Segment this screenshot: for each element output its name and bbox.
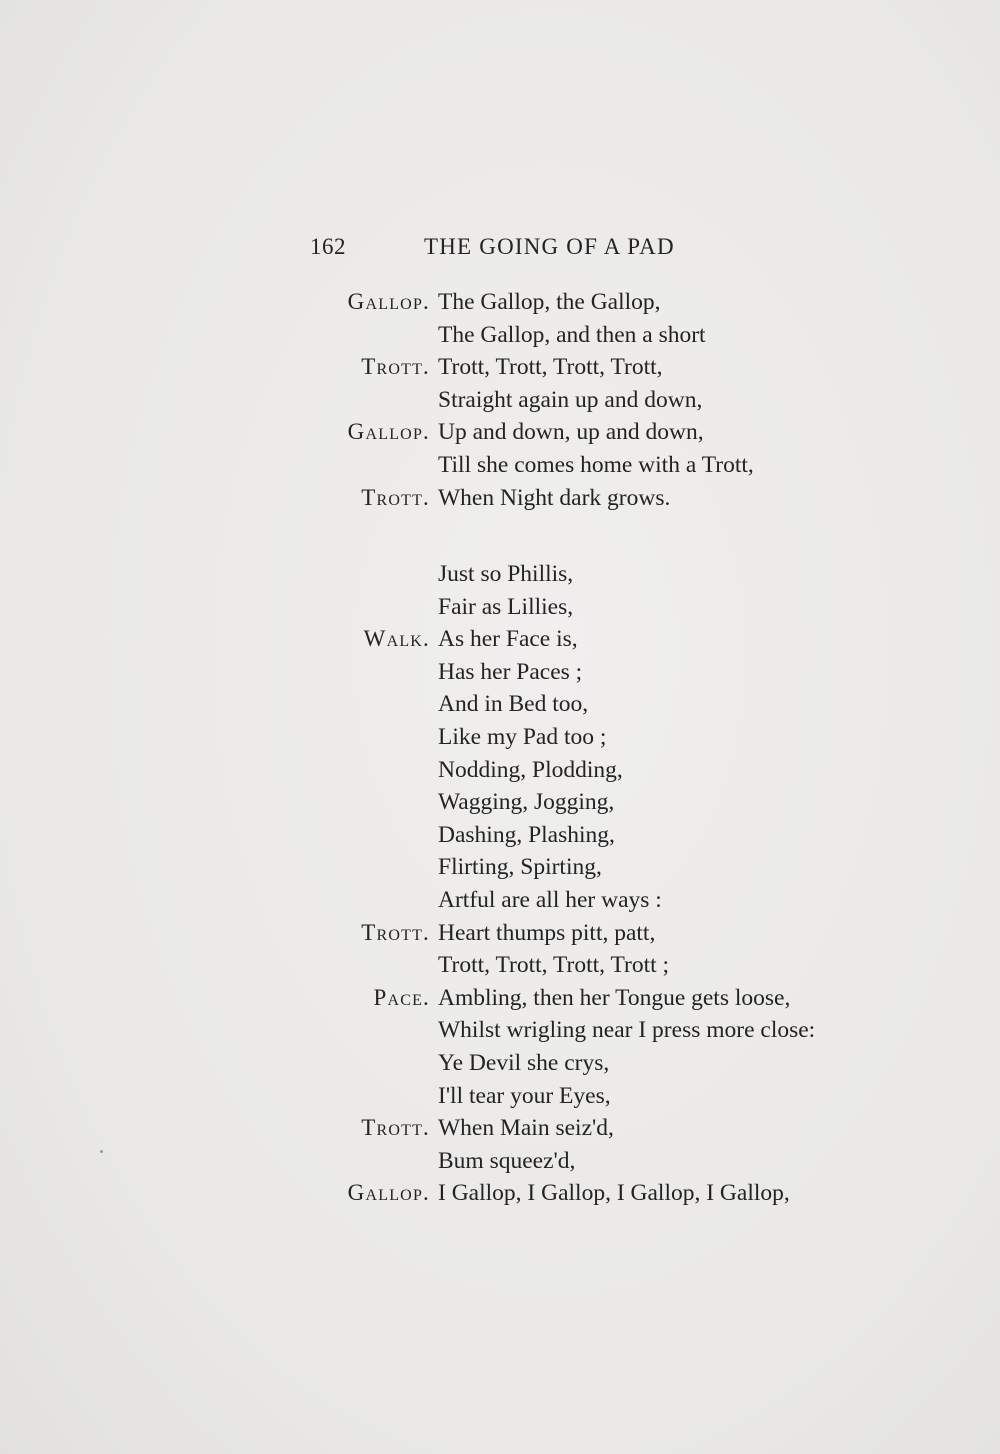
verse-line — [300, 786, 860, 819]
verse-text: Bum squeez'd, — [438, 1147, 576, 1174]
verse-text: Wagging, Jogging, — [438, 789, 615, 816]
verse-line — [300, 384, 860, 417]
verse-text: Trott, Trott, Trott, Trott, — [438, 354, 663, 381]
speaker-label: Trott. — [361, 1115, 430, 1141]
verse-line — [300, 982, 860, 1015]
verse-text: The Gallop, and then a short — [438, 321, 706, 348]
verse-text: Ye Devil she crys, — [438, 1049, 610, 1076]
verse-text: Flirting, Spirting, — [438, 854, 602, 881]
verse-line — [300, 949, 860, 982]
speaker-label: Trott. — [361, 484, 430, 510]
verse-line — [300, 1145, 860, 1178]
verse-text: Fair as Lillies, — [438, 593, 574, 620]
speaker-label: Gallop. — [347, 419, 430, 445]
verse-text: I Gallop, I Gallop, I Gallop, I Gallop, — [438, 1180, 790, 1207]
verse-text: Till she comes home with a Trott, — [438, 451, 754, 478]
verse-line — [300, 656, 860, 689]
speaker-label: Gallop. — [347, 289, 430, 314]
verse-line — [300, 688, 860, 721]
verse-text: When Night dark grows. — [438, 484, 671, 511]
verse-text: Straight again up and down, — [438, 386, 703, 413]
verse-text: Just so Phillis, — [438, 561, 574, 587]
verse-text: Nodding, Plodding, — [438, 756, 623, 783]
verse-text: The Gallop, the Gallop, — [438, 289, 661, 315]
verse-text: Ambling, then her Tongue gets loose, — [438, 984, 791, 1011]
verse-line — [300, 558, 860, 591]
stanza-2 — [300, 558, 860, 1210]
verse-text: Has her Paces ; — [438, 658, 583, 685]
verse-line — [300, 1080, 860, 1113]
verse-line — [300, 286, 860, 319]
verse-text: As her Face is, — [438, 626, 578, 653]
verse-line — [300, 482, 860, 515]
speaker-label: Pace. — [373, 984, 430, 1010]
verse-line — [300, 1014, 860, 1047]
stanza-1 — [300, 286, 860, 514]
verse-line — [300, 884, 860, 917]
verse-text: Trott, Trott, Trott, Trott ; — [438, 952, 670, 979]
verse-line — [300, 319, 860, 352]
verse-line — [300, 851, 860, 884]
verse-line — [300, 917, 860, 950]
verse-line — [300, 721, 860, 754]
verse-line — [300, 754, 860, 787]
verse-line — [300, 416, 860, 449]
verse-text: Artful are all her ways : — [438, 886, 662, 913]
verse-line — [300, 1112, 860, 1145]
page-title: THE GOING OF A PAD — [424, 234, 675, 259]
speaker-label: Gallop. — [347, 1180, 430, 1206]
verse-text: When Main seiz'd, — [438, 1115, 614, 1142]
verse-line — [300, 351, 860, 384]
verse-text: Dashing, Plashing, — [438, 821, 615, 848]
speaker-label: Trott. — [361, 919, 430, 945]
verse-text: Whilst wrigling near I press more close: — [438, 1017, 816, 1044]
verse-line — [300, 1047, 860, 1080]
verse-text: Heart thumps pitt, patt, — [438, 919, 656, 946]
verse-text: And in Bed too, — [438, 691, 589, 718]
verse-line — [300, 819, 860, 852]
running-head — [310, 230, 750, 264]
page-number: 162 — [310, 234, 346, 259]
verse-text: I'll tear your Eyes, — [438, 1082, 611, 1109]
verse-line — [300, 623, 860, 656]
paper-speck — [100, 1150, 103, 1153]
verse-line — [300, 591, 860, 624]
speaker-label: Trott. — [361, 354, 430, 380]
speaker-label: Walk. — [363, 626, 430, 652]
verse-text: Up and down, up and down, — [438, 419, 704, 446]
verse-line — [300, 1177, 860, 1210]
verse-line — [300, 449, 860, 482]
verse-text: Like my Pad too ; — [438, 723, 607, 750]
